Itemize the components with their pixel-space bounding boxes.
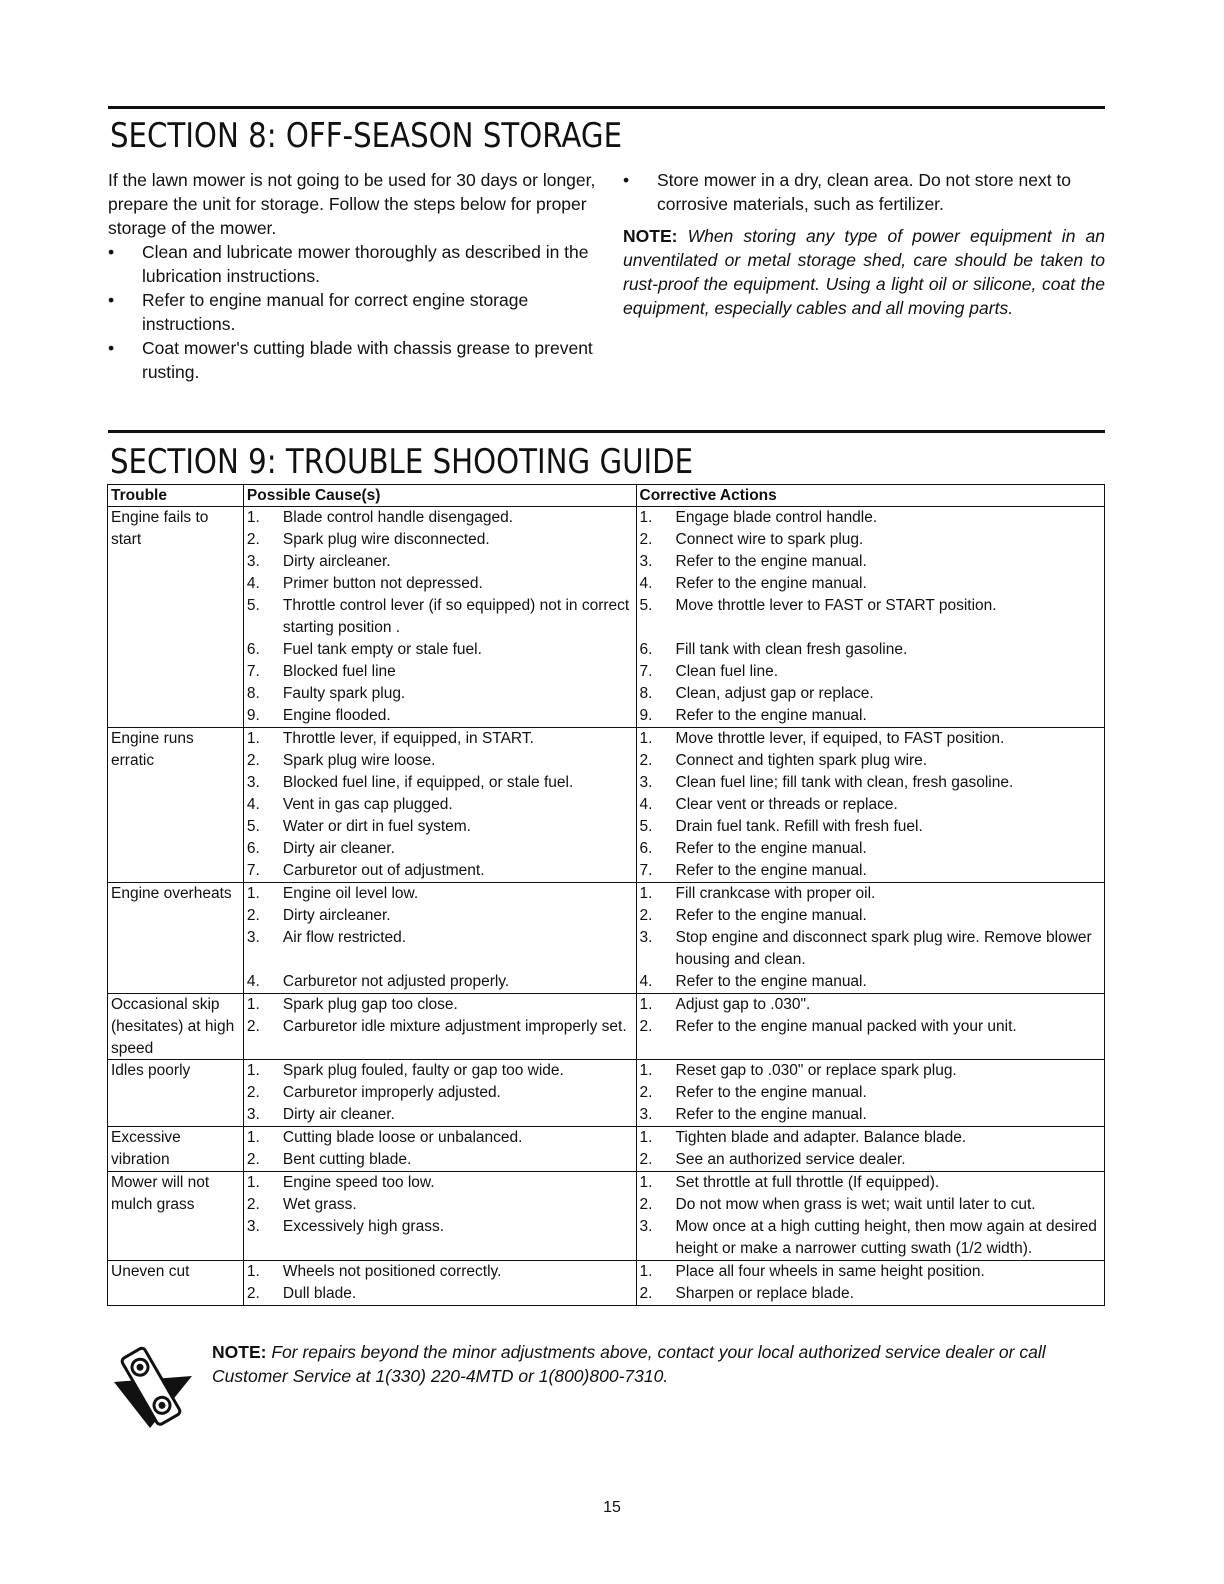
cause-item xyxy=(246,838,634,860)
list-item: • Refer to engine manual for correct engine storage instructions. xyxy=(108,290,529,334)
cause-item-text: Throttle lever, if equipped, in START. xyxy=(282,730,534,747)
item-number: 1. xyxy=(246,1129,260,1147)
item-number: 2. xyxy=(246,1018,260,1035)
footer-note xyxy=(212,1340,1107,1388)
action-item-text: Stop engine and disconnect spark plug wire. Remove blower housing and clean. xyxy=(675,929,1092,968)
item-number: 1. xyxy=(246,730,260,747)
action-item-text: Refer to the engine manual packed with your unit. xyxy=(675,1018,1017,1035)
header-corrective-actions: Corrective Actions xyxy=(636,485,1104,507)
item-number: 1. xyxy=(639,1174,653,1192)
actions-cell xyxy=(636,728,1104,883)
cause-item-text: Engine speed too low. xyxy=(282,1174,435,1192)
cause-item-text: Water or dirt in fuel system. xyxy=(282,818,471,835)
cause-item-text: Spark plug fouled, faulty or gap too wide. xyxy=(282,1062,564,1080)
causes-cell xyxy=(243,1127,636,1172)
table-row xyxy=(108,1261,1105,1306)
storage-steps-list xyxy=(108,240,598,384)
cause-item xyxy=(246,883,634,905)
item-number: 2. xyxy=(639,752,653,769)
action-item-text: Refer to the engine manual. xyxy=(675,973,867,990)
cause-item xyxy=(246,994,634,1016)
action-item-text: Clean fuel line; fill tank with clean, fresh gasoline. xyxy=(675,774,1014,791)
item-number: 7. xyxy=(246,862,260,879)
cause-item xyxy=(246,971,634,993)
action-item-text: See an authorized service dealer. xyxy=(675,1151,906,1169)
item-number: 6. xyxy=(639,840,653,857)
cause-item-text: Fuel tank empty or stale fuel. xyxy=(282,641,482,658)
cause-item-text: Dirty aircleaner. xyxy=(282,553,391,570)
item-number: 6. xyxy=(639,641,653,658)
action-item xyxy=(639,860,1102,882)
list-item: • Store mower in a dry, clean area. Do not store next to corrosive materials, such as fertilizer. xyxy=(623,170,1072,214)
item-number: 4. xyxy=(246,796,260,813)
cause-item-text: Spark plug gap too close. xyxy=(282,996,458,1013)
trouble-cell: Occasional skip (hesitates) at high speed xyxy=(108,994,244,1060)
cause-item xyxy=(246,1261,634,1283)
item-number: 2. xyxy=(246,531,260,548)
table-row xyxy=(108,1172,1105,1261)
cause-item-text: Engine flooded. xyxy=(282,707,391,724)
action-item xyxy=(639,639,1102,661)
cause-item xyxy=(246,1172,634,1194)
item-number: 2. xyxy=(639,1018,653,1035)
cause-item-text: Excessively high grass. xyxy=(282,1218,444,1236)
action-item xyxy=(639,1104,1102,1126)
cause-item-text: Air flow restricted. xyxy=(282,929,407,946)
trouble-cell: Engine runs erratic xyxy=(108,728,244,883)
item-number: 1. xyxy=(639,885,653,902)
action-item-text: Drain fuel tank. Refill with fresh fuel. xyxy=(675,818,923,835)
actions-cell xyxy=(636,507,1104,728)
cause-item-text: Vent in gas cap plugged. xyxy=(282,796,453,813)
section-8-note xyxy=(623,224,1105,320)
section-9-title: SECTION 9: TROUBLE SHOOTING GUIDE xyxy=(110,442,694,482)
table-header-row xyxy=(108,485,1105,507)
item-number: 2. xyxy=(246,752,260,769)
action-item xyxy=(639,838,1102,860)
cause-item-text: Carburetor not adjusted properly. xyxy=(282,973,510,990)
item-number: 3. xyxy=(639,929,653,946)
item-number: 2. xyxy=(246,1084,260,1102)
action-item xyxy=(639,1172,1102,1194)
item-number: 2. xyxy=(246,1285,260,1303)
cause-item xyxy=(246,750,634,772)
cause-item xyxy=(246,1194,634,1216)
action-item-text: Clear vent or threads or replace. xyxy=(675,796,898,813)
item-number: 5. xyxy=(639,818,653,835)
item-number: 3. xyxy=(246,929,260,946)
cause-item-text: Bent cutting blade. xyxy=(282,1151,412,1169)
cause-item xyxy=(246,927,634,971)
action-item xyxy=(639,551,1102,573)
action-item-text: Reset gap to .030" or replace spark plug. xyxy=(675,1062,957,1080)
item-number: 3. xyxy=(639,553,653,570)
item-number: 2. xyxy=(639,1084,653,1102)
trouble-cell: Uneven cut xyxy=(108,1261,244,1306)
cause-item-text: Dirty air cleaner. xyxy=(282,840,395,857)
item-number: 7. xyxy=(246,663,260,680)
section-8-right-column xyxy=(623,168,1105,320)
item-number: 3. xyxy=(639,1106,653,1124)
action-item-text: Move throttle lever, if equiped, to FAST position. xyxy=(675,730,1005,747)
action-item xyxy=(639,1149,1102,1171)
cause-item-text: Engine oil level low. xyxy=(282,885,419,902)
item-number: 6. xyxy=(246,840,260,857)
trouble-cell: Idles poorly xyxy=(108,1060,244,1127)
action-item xyxy=(639,1127,1102,1149)
cause-item xyxy=(246,1060,634,1082)
cause-item xyxy=(246,529,634,551)
bullet-icon: • xyxy=(108,290,115,310)
note-text: When storing any type of power equipment in an unventilated or metal storage shed, care should be taken to rust-proof the equipment. Using a light oil or silicone, coat the equipment, especially cables and all moving parts. xyxy=(623,226,1105,318)
table-body xyxy=(108,507,1105,1306)
cause-item-text: Spark plug wire disconnected. xyxy=(282,531,490,548)
actions-cell xyxy=(636,1127,1104,1172)
action-item xyxy=(639,1060,1102,1082)
cause-item xyxy=(246,905,634,927)
action-item-text: Refer to the engine manual. xyxy=(675,553,867,570)
action-item-text: Refer to the engine manual. xyxy=(675,1084,867,1102)
item-number: 9. xyxy=(639,707,653,724)
action-item-text: Refer to the engine manual. xyxy=(675,862,867,879)
item-number: 4. xyxy=(246,973,260,990)
cause-item xyxy=(246,1082,634,1104)
actions-cell xyxy=(636,1060,1104,1127)
storage-steps-list-continued xyxy=(623,168,1105,216)
actions-cell xyxy=(636,883,1104,994)
section-8-intro: If the lawn mower is not going to be used for 30 days or longer, prepare the unit for storage. Follow the steps below for proper storage of the mower. xyxy=(108,170,596,238)
action-item-text: Connect and tighten spark plug wire. xyxy=(675,752,928,769)
item-number: 2. xyxy=(246,1151,260,1169)
causes-cell xyxy=(243,883,636,994)
section-9-rule xyxy=(108,430,1105,433)
action-item-text: Refer to the engine manual. xyxy=(675,907,867,924)
item-number: 2. xyxy=(639,907,653,924)
footer-note-text: For repairs beyond the minor adjustments above, contact your local authorized service dealer or call Customer Service at 1(330) 220-4MTD or 1(800)800-7310. xyxy=(212,1342,1046,1386)
item-number: 9. xyxy=(246,707,260,724)
page-number: 15 xyxy=(603,1499,621,1516)
table-row xyxy=(108,994,1105,1060)
item-number: 1. xyxy=(246,885,260,902)
section-8-left-column xyxy=(108,168,598,384)
action-item-text: Set throttle at full throttle (If equipped). xyxy=(675,1174,940,1192)
causes-cell xyxy=(243,728,636,883)
item-number: 1. xyxy=(639,730,653,747)
action-item-text: Refer to the engine manual. xyxy=(675,840,867,857)
item-number: 3. xyxy=(639,1218,653,1236)
cause-item xyxy=(246,1127,634,1149)
note-label: NOTE: xyxy=(623,226,678,246)
item-number: 8. xyxy=(246,685,260,702)
action-item-text: Do not mow when grass is wet; wait until later to cut. xyxy=(675,1196,1036,1214)
cause-item xyxy=(246,683,634,705)
causes-cell xyxy=(243,507,636,728)
cause-item-text: Carburetor idle mixture adjustment improperly set. xyxy=(282,1018,627,1035)
action-item-text: Connect wire to spark plug. xyxy=(675,531,864,548)
item-number: 1. xyxy=(246,1062,260,1080)
action-item xyxy=(639,573,1102,595)
item-number: 4. xyxy=(639,575,653,592)
action-item xyxy=(639,883,1102,905)
list-item: • Clean and lubricate mower thoroughly as described in the lubrication instructions. xyxy=(108,242,589,286)
action-item-text: Refer to the engine manual. xyxy=(675,1106,867,1124)
table-row xyxy=(108,883,1105,994)
causes-cell xyxy=(243,1172,636,1261)
item-number: 3. xyxy=(246,1218,260,1236)
item-number: 1. xyxy=(639,1263,653,1281)
cause-item-text: Blocked fuel line, if equipped, or stale fuel. xyxy=(282,774,574,791)
cause-item xyxy=(246,551,634,573)
item-number: 1. xyxy=(639,996,653,1013)
item-number: 4. xyxy=(246,575,260,592)
cause-item xyxy=(246,816,634,838)
item-number: 2. xyxy=(639,1196,653,1214)
cause-item xyxy=(246,728,634,750)
cause-item xyxy=(246,573,634,595)
cause-item xyxy=(246,1016,634,1038)
section-8-rule xyxy=(108,106,1105,109)
action-item-text: Place all four wheels in same height position. xyxy=(675,1263,985,1281)
cause-item xyxy=(246,1149,634,1171)
item-number: 3. xyxy=(246,553,260,570)
item-number: 6. xyxy=(246,641,260,658)
causes-cell xyxy=(243,1261,636,1306)
table-row xyxy=(108,728,1105,883)
item-number: 5. xyxy=(246,597,260,614)
action-item xyxy=(639,772,1102,794)
cause-item xyxy=(246,1283,634,1305)
cause-item xyxy=(246,794,634,816)
item-number: 4. xyxy=(639,973,653,990)
action-item-text: Clean fuel line. xyxy=(675,663,779,680)
cause-item-text: Spark plug wire loose. xyxy=(282,752,436,769)
cause-item xyxy=(246,595,634,639)
action-item-text: Tighten blade and adapter. Balance blade. xyxy=(675,1129,967,1147)
actions-cell xyxy=(636,1172,1104,1261)
item-number: 1. xyxy=(639,1129,653,1147)
cause-item xyxy=(246,1104,634,1126)
table-row xyxy=(108,507,1105,728)
action-item xyxy=(639,661,1102,683)
cause-item-text: Blocked fuel line xyxy=(282,663,396,680)
item-number: 7. xyxy=(639,862,653,879)
item-number: 1. xyxy=(246,1174,260,1192)
action-item-text: Move throttle lever to FAST or START position. xyxy=(675,597,997,614)
action-item xyxy=(639,1261,1102,1283)
action-item xyxy=(639,1216,1102,1260)
cause-item-text: Throttle control lever (if so equipped) not in correct starting position . xyxy=(282,597,630,636)
cause-item-text: Carburetor improperly adjusted. xyxy=(282,1084,501,1102)
item-number: 4. xyxy=(639,796,653,813)
cause-item-text: Dirty air cleaner. xyxy=(282,1106,395,1124)
action-item-text: Adjust gap to .030". xyxy=(675,996,811,1013)
troubleshooting-table xyxy=(107,484,1105,1306)
cause-item xyxy=(246,1216,634,1260)
action-item xyxy=(639,971,1102,993)
header-trouble: Trouble xyxy=(108,485,244,507)
action-item xyxy=(639,507,1102,529)
action-item xyxy=(639,705,1102,727)
action-item-text: Refer to the engine manual. xyxy=(675,707,867,724)
cause-item-text: Blade control handle disengaged. xyxy=(282,509,513,526)
action-item xyxy=(639,1194,1102,1216)
cause-item-text: Carburetor out of adjustment. xyxy=(282,862,485,879)
wrench-icon xyxy=(112,1342,194,1434)
item-number: 2. xyxy=(639,1151,653,1169)
header-possible-causes: Possible Cause(s) xyxy=(243,485,636,507)
cause-item-text: Dirty aircleaner. xyxy=(282,907,391,924)
cause-item-text: Dull blade. xyxy=(282,1285,357,1303)
action-item xyxy=(639,728,1102,750)
action-item-text: Clean, adjust gap or replace. xyxy=(675,685,874,702)
action-item xyxy=(639,750,1102,772)
action-item-text: Fill crankcase with proper oil. xyxy=(675,885,876,902)
item-number: 3. xyxy=(246,774,260,791)
cause-item xyxy=(246,705,634,727)
action-item xyxy=(639,1082,1102,1104)
action-item-text: Refer to the engine manual. xyxy=(675,575,867,592)
action-item-text: Engage blade control handle. xyxy=(675,509,878,526)
cause-item-text: Wheels not positioned correctly. xyxy=(282,1263,502,1281)
table-row xyxy=(108,1127,1105,1172)
cause-item xyxy=(246,507,634,529)
cause-item xyxy=(246,860,634,882)
action-item xyxy=(639,1016,1102,1038)
action-item xyxy=(639,905,1102,927)
action-item xyxy=(639,683,1102,705)
trouble-cell: Engine fails to start xyxy=(108,507,244,728)
action-item-text: Sharpen or replace blade. xyxy=(675,1285,854,1303)
bullet-icon: • xyxy=(108,242,115,262)
cause-item xyxy=(246,639,634,661)
cause-item xyxy=(246,661,634,683)
bullet-icon: • xyxy=(623,170,630,190)
footer-note-label: NOTE: xyxy=(212,1342,267,1362)
causes-cell xyxy=(243,994,636,1060)
actions-cell xyxy=(636,994,1104,1060)
trouble-cell: Mower will not mulch grass xyxy=(108,1172,244,1261)
cause-item-text: Primer button not depressed. xyxy=(282,575,483,592)
section-8-title: SECTION 8: OFF-SEASON STORAGE xyxy=(110,116,623,156)
item-number: 2. xyxy=(639,1285,653,1303)
action-item xyxy=(639,1283,1102,1305)
trouble-cell: Excessive vibration xyxy=(108,1127,244,1172)
list-item: • Coat mower's cutting blade with chassis grease to prevent rusting. xyxy=(108,338,593,382)
item-number: 1. xyxy=(246,509,260,526)
action-item xyxy=(639,794,1102,816)
item-number: 2. xyxy=(639,531,653,548)
item-number: 8. xyxy=(639,685,653,702)
cause-item-text: Cutting blade loose or unbalanced. xyxy=(282,1129,523,1147)
item-number: 2. xyxy=(246,907,260,924)
item-number: 1. xyxy=(246,1263,260,1281)
item-number: 5. xyxy=(639,597,653,614)
cause-item-text: Faulty spark plug. xyxy=(282,685,406,702)
table-row xyxy=(108,1060,1105,1127)
item-number: 2. xyxy=(246,1196,260,1214)
action-item-text: Fill tank with clean fresh gasoline. xyxy=(675,641,908,658)
action-item-text: Mow once at a high cutting height, then mow again at desired height or make a narrower cutting swath (1/2 width). xyxy=(675,1218,1097,1258)
causes-cell xyxy=(243,1060,636,1127)
action-item xyxy=(639,994,1102,1016)
cause-item-text: Wet grass. xyxy=(282,1196,357,1214)
item-number: 7. xyxy=(639,663,653,680)
item-number: 1. xyxy=(246,996,260,1013)
action-item xyxy=(639,927,1102,971)
item-number: 3. xyxy=(246,1106,260,1124)
action-item xyxy=(639,816,1102,838)
bullet-icon: • xyxy=(108,338,115,358)
action-item xyxy=(639,595,1102,639)
item-number: 1. xyxy=(639,509,653,526)
item-number: 1. xyxy=(639,1062,653,1080)
action-item xyxy=(639,529,1102,551)
item-number: 3. xyxy=(639,774,653,791)
item-number: 5. xyxy=(246,818,260,835)
actions-cell xyxy=(636,1261,1104,1306)
trouble-cell: Engine overheats xyxy=(108,883,244,994)
cause-item xyxy=(246,772,634,794)
